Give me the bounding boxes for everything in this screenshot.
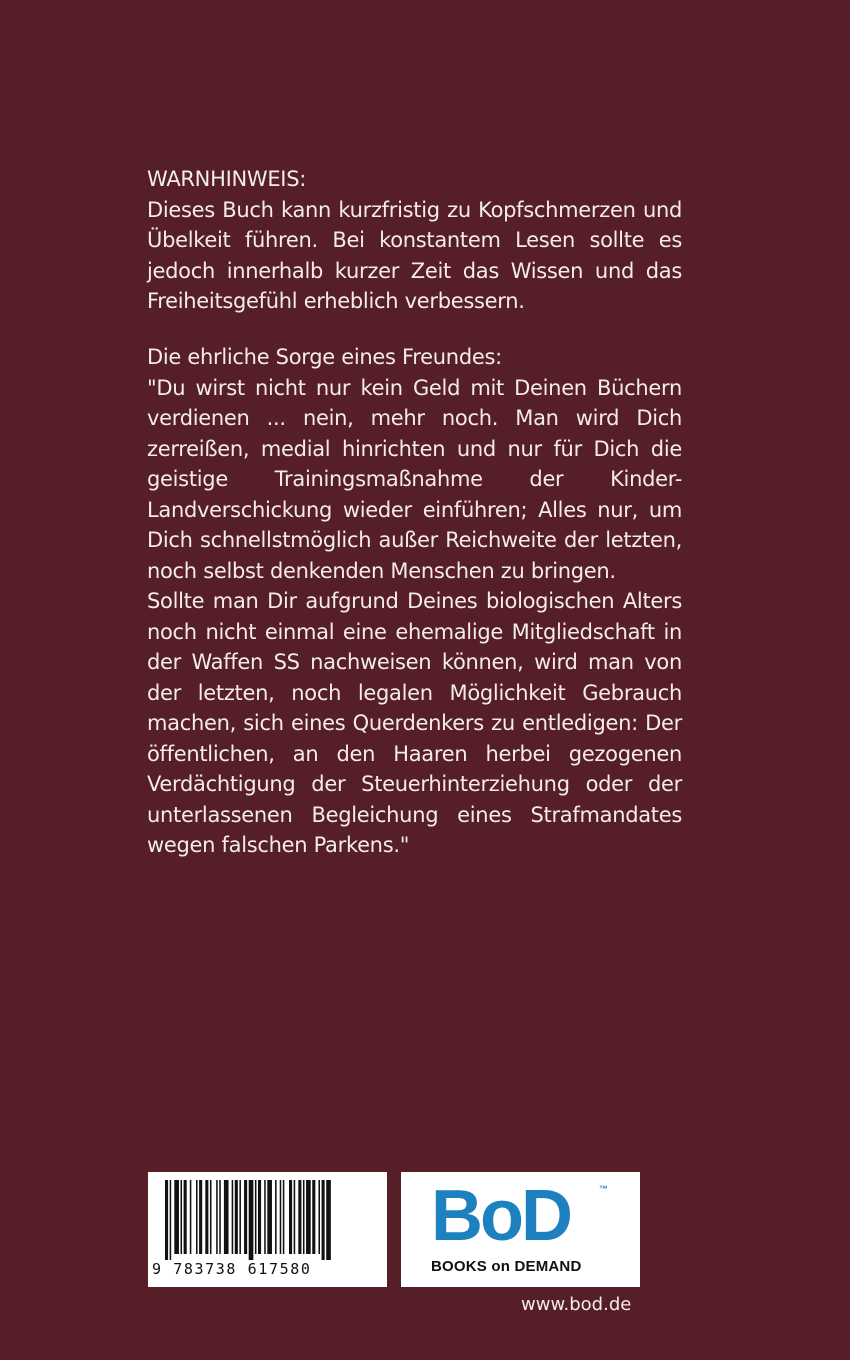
friend-heading: Die ehrliche Sorge eines Freundes:	[147, 345, 502, 369]
barcode-bars	[165, 1180, 370, 1260]
barcode-bar	[244, 1180, 247, 1254]
barcode-bar	[235, 1180, 238, 1254]
barcode-bar	[312, 1180, 315, 1254]
publisher-tagline: BOOKS on DEMAND	[431, 1258, 582, 1275]
friend-quote-paragraph-1: "Du wirst nicht nur kein Geld mit Deinen Büchern verdienen ... nein, mehr noch. Man wird Dich zerreißen, medial hinrichten und nur für Dich die geistige Trainingsmaßnahme der Kinder-Landverschickung wieder einführen; Alles nur, um Dich schnellstmöglich außer Reichweite der letzten, noch selbst denkenden Menschen zu bringen.	[147, 375, 682, 583]
barcode-bar	[318, 1180, 320, 1254]
barcode-bar	[239, 1180, 241, 1254]
isbn-barcode	[148, 1172, 387, 1287]
barcode-bar	[267, 1180, 272, 1254]
barcode-bar	[275, 1180, 277, 1254]
barcode-bar	[298, 1180, 301, 1254]
barcode-bar	[174, 1180, 179, 1254]
barcode-bar	[190, 1180, 192, 1254]
warning-section	[147, 164, 682, 317]
barcode-bar	[322, 1180, 325, 1260]
barcode-bar	[165, 1180, 168, 1260]
barcode-bar	[306, 1180, 311, 1254]
trademark-symbol: ™	[599, 1184, 608, 1194]
bod-logo: BoD	[431, 1176, 570, 1256]
barcode-bar	[283, 1180, 285, 1254]
barcode-digits: 9 783738 617580	[152, 1260, 312, 1278]
barcode-bar	[224, 1180, 229, 1254]
barcode-bar	[294, 1180, 296, 1254]
barcode-bar	[326, 1180, 331, 1260]
barcode-bar	[205, 1180, 208, 1254]
friend-section	[147, 342, 682, 861]
barcode-bar	[181, 1180, 183, 1254]
publisher-website: www.bod.de	[521, 1294, 632, 1315]
friend-quote-paragraph-2: Sollte man Dir aufgrund Deines biologischen Alters noch nicht einmal eine ehemalige Mitgliedschaft in der Waffen SS nachweisen können, wird man von der letzten, noch legalen Möglichkeit Gebrauch machen, sich eines Querdenkers zu entledigen: Der öffentlichen, an den Haaren herbei gezogenen Verdächtigung der Steuerhinterziehung oder der unterlassenen Begleichung eines Strafmandates wegen falschen Parkens."	[147, 589, 682, 857]
barcode-bar	[199, 1180, 202, 1254]
barcode-bar	[219, 1180, 221, 1254]
barcode-bar	[196, 1180, 198, 1254]
warning-heading: WARNHINWEIS:	[147, 167, 307, 191]
barcode-bar	[264, 1180, 266, 1254]
barcode-bar	[255, 1180, 257, 1254]
barcode-bar	[170, 1180, 172, 1260]
warning-text: Dieses Buch kann kurzfristig zu Kopfschmerzen und Übelkeit führen. Bei konstantem Lesen sollte es jedoch innerhalb kurzer Zeit das Wissen und das Freiheitsgefühl erheblich verbessern.	[147, 197, 682, 313]
barcode-bar	[258, 1180, 261, 1254]
barcode-bar	[216, 1180, 218, 1254]
barcode-bar	[184, 1180, 187, 1254]
barcode-bar	[289, 1180, 292, 1254]
publisher-logo-box	[401, 1172, 640, 1287]
barcode-bar	[249, 1180, 254, 1260]
barcode-bar	[303, 1180, 305, 1254]
barcode-bar	[280, 1180, 282, 1254]
barcode-bar	[232, 1180, 234, 1254]
barcode-bar	[210, 1180, 212, 1254]
